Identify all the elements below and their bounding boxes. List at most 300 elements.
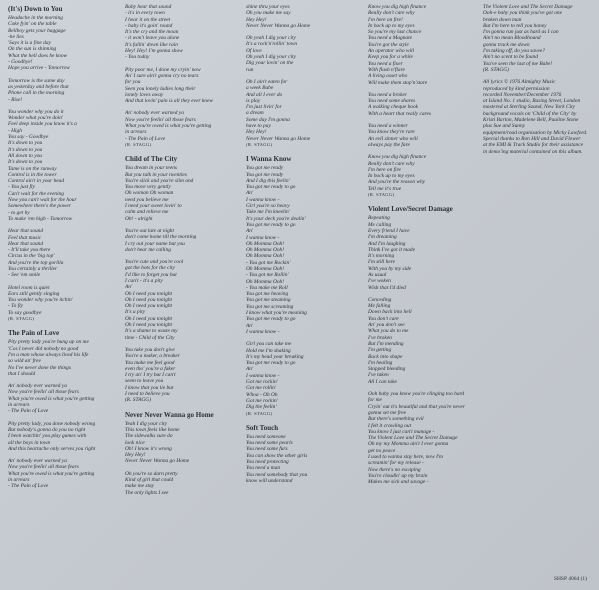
lyric-line: Wish that I'd died [368, 284, 406, 291]
lyric-line: Hope you arrive - Tomorrow [8, 65, 70, 72]
lyric-line: An' nobody ever warned ya [125, 110, 184, 117]
songwriter-credit: (R. STAGG) [125, 141, 152, 147]
lyric-line: make me stay [125, 483, 155, 490]
lyric-line: This town feels like home [125, 426, 180, 433]
lyric-stanza [368, 215, 480, 291]
lyric-line: You wonder why you do it [8, 108, 64, 115]
lyric-line: Oh I need you tonight [125, 322, 173, 329]
lyric-line: Of love [246, 47, 262, 54]
lyric-line: I'd like to forget you but [125, 271, 177, 278]
lyric-line: I cry out your name but you [125, 240, 185, 247]
lyric-line: Somewhere there's the power [8, 203, 71, 210]
lyric-line: Oh woman Oh woman [125, 190, 174, 197]
lyric-line: I know what you're meaning [246, 310, 307, 317]
lyric-line: I've woken [368, 278, 391, 285]
lyric-line: You need somebody that you [246, 471, 308, 478]
lyric-line: broken down man [483, 16, 522, 23]
lyric-line: Back into shape [368, 353, 403, 360]
lyric-line: What you're owed is what you're getting [8, 470, 95, 477]
lyric-line: What you're owed is what you're getting [8, 395, 95, 402]
credit-line: Special thanks to Ron Hill and David Flower [483, 135, 581, 142]
stanza-gap [246, 417, 358, 423]
credit-line: Kristi Barton, Madelene Bell, Pauline Stone [483, 117, 579, 124]
lyric-line: look nice [125, 439, 145, 446]
stanza-gap [368, 198, 480, 204]
lyric-line: You got me ready to go [246, 360, 296, 367]
lyric-line: A walking cheque book [368, 104, 419, 111]
lyric-line: I've taken [368, 372, 389, 379]
lyric-line: Hotel room is quiet [8, 284, 50, 291]
lyric-line: You take you don't give [125, 346, 175, 353]
lyric-line: And I'm laughing [368, 240, 406, 247]
lyric-line: I'm healing [368, 359, 393, 366]
lyric-line: - The Pain of Love [8, 408, 49, 415]
lyrics-column-4 [368, 4, 480, 485]
lyric-line: 'Cos I never did nobody no good [8, 345, 79, 352]
lyric-line: Take me I'm kneelin' [246, 209, 290, 216]
song-title: Child of The City [125, 155, 178, 164]
lyric-line: As usual [368, 271, 387, 278]
lyric-line: Oh Momma Ooh! [246, 265, 285, 272]
credit-line: recorded November/December 1976 [483, 91, 562, 98]
lyric-line: All down to you [8, 152, 42, 159]
stanza-gap [246, 148, 358, 154]
lyric-line: is play [246, 97, 261, 104]
lyric-line: You got me heaving [246, 291, 289, 298]
lyric-line: - The Pain of Love [125, 135, 166, 142]
lyric-line: Can't wait for the evening [8, 190, 64, 197]
lyric-line: So you're my last chance [368, 29, 422, 36]
credit-line: equipment/road organisation by Micky Lawford. [483, 129, 588, 136]
credit-line: plus Sue and Sunny [483, 123, 526, 130]
lyric-stanza [368, 297, 480, 385]
lyric-line: get no peace [368, 447, 396, 454]
lyric-line: I'm here on fire [368, 166, 401, 173]
lyric-line: An' you don't see [368, 322, 405, 329]
credit-line: in demo'ing material contained on this album. [483, 148, 583, 155]
lyric-line: You can show the other girls [246, 452, 308, 459]
lyric-line: - it won't leave you alone [125, 35, 180, 42]
lyric-line: - You got me Rollin' [246, 272, 289, 279]
lyric-stanza [8, 228, 120, 278]
lyric-line: know will understand [246, 477, 293, 484]
lyric-line: Tomorrow is the same day [8, 77, 65, 84]
lyric-line: Feel that music [8, 234, 42, 241]
lyric-line: An evil sinner who will [368, 135, 418, 142]
lyric-line: It's the cry and the moan [125, 29, 179, 36]
lyric-line: And that lovin' pain is all they ever knew [125, 98, 213, 105]
lyric-line: even tho' you're a faker [125, 365, 176, 372]
lyric-line: Cryin' out it's beautiful and that you're never [368, 403, 465, 410]
lyrics-column-3 [246, 4, 358, 484]
lyric-line: Now you can't wait for the hour [8, 197, 77, 204]
lyric-stanza [246, 4, 358, 29]
lyric-line: It's down to you [8, 140, 43, 147]
lyric-line: I've broken [368, 334, 392, 341]
lyric-line: Oh Momma Ooh! [246, 278, 285, 285]
lyric-line: as yesterday and before that [8, 83, 69, 90]
lyric-line: You need some furs [246, 446, 288, 453]
lyric-line: With a heart that really cares [368, 110, 431, 117]
lyric-line: for you [125, 79, 141, 86]
lyric-line: Think I've got it made [368, 246, 415, 253]
lyric-line: Never Never Wanna go Home [246, 22, 311, 29]
lyric-line: seem to leave you [125, 378, 164, 385]
lyric-stanza [368, 123, 480, 148]
lyric-line: Seen you lonely ladies long their [125, 85, 196, 92]
lyric-line: You need someone [246, 433, 286, 440]
lyric-line: An' [246, 322, 254, 329]
lyric-line: Oh! - alright [125, 215, 153, 222]
lyric-line: Pity pretty lady you're hung up on me [8, 339, 89, 346]
lyric-line: You certainly a thriller [8, 265, 58, 272]
lyric-line: You're slick and you're slim and [125, 177, 194, 184]
lyric-stanza [8, 458, 120, 489]
lyric-line: You got me ready to go [246, 221, 296, 228]
lyric-line: Wonder what you're doin' [8, 115, 64, 122]
lyric-stanza [8, 15, 120, 72]
lyric-stanza [125, 421, 237, 465]
lyric-line: I need to believe you [125, 391, 170, 398]
lyric-line: And you're the reason why [368, 179, 426, 186]
lyric-line: And I dig this feelin' [246, 177, 290, 184]
lyric-line: - The Pain of Love [8, 483, 49, 490]
lyric-line: An operator who will [368, 48, 414, 55]
lyric-line: The Violent Love and The Secret Damage [483, 4, 573, 10]
lyric-line: A living asset who [368, 73, 408, 80]
lyric-line: a week Babe [246, 85, 274, 92]
lyric-line: And all I ever do [246, 91, 283, 98]
lyric-line: Really don't care why [368, 160, 415, 167]
lyric-line: calm and relieve me [125, 209, 169, 216]
catalog-number: SHSP 4064 (1) [553, 576, 587, 582]
lyric-line: Tame is on the runway [8, 165, 57, 172]
lyric-line: Headache in the morning [8, 15, 63, 21]
lyric-line: Oh I ain't eaten for [246, 78, 288, 85]
lyric-line: Now you're feelin' all those fears [8, 464, 79, 471]
lyric-line: Oh I need you tonight [125, 290, 173, 297]
lyric-line: Some day I'm gonna [246, 116, 290, 123]
lyric-line: Now there's no escaping [368, 466, 421, 473]
lyric-line: You're got the style [368, 41, 409, 48]
lyric-line: - To fly [8, 303, 24, 310]
lyric-line: in arrears [125, 129, 147, 136]
lyric-line: You got me ready [246, 171, 284, 178]
lyric-line: Ooh baby you know you're clinging too hard [368, 391, 465, 398]
lyric-line: Girl you can take me [246, 341, 292, 348]
lyric-line: It's morning [368, 253, 395, 260]
lyric-line: Never Never Wanna go Home [246, 135, 311, 142]
credit-line: reproduced by kind permission [483, 85, 550, 92]
lyric-line: I'm still here [368, 259, 396, 266]
lyric-line: You need a Magnate [368, 35, 412, 42]
lyric-line: In hock up to my eyes [368, 22, 415, 29]
lyric-line: Every friend I have [368, 227, 410, 234]
lyric-stanza [368, 4, 480, 86]
lyric-line: Ears still gently singing [8, 290, 60, 297]
lyric-stanza [246, 35, 358, 73]
stanza-gap [125, 148, 237, 154]
lyric-line: I used to wanna stay here, now I'm [368, 454, 443, 460]
lyric-line: Ain't no scent to be found [483, 54, 538, 61]
lyric-line: Bellboy gets your baggage [8, 27, 66, 34]
lyric-line: It's a pity [125, 309, 146, 316]
lyric-line: You've seen the last of me Babe! [483, 60, 553, 67]
credit-line: at the EMI & Track Studio for their assistance [483, 142, 584, 149]
lyric-line: don't come home till the morning [125, 234, 197, 241]
lyric-line: You wonder why you're itchin' [8, 297, 73, 304]
lyric-line: Now you're feelin' all those fears [8, 389, 79, 396]
lyric-line: Circus in the 'big top' [8, 253, 55, 260]
lyric-line: What you do to me [368, 328, 409, 335]
lyric-line: You got me steaming [246, 297, 291, 304]
lyric-line: Pity poor me, I done my cryin' now [125, 66, 201, 73]
lyric-stanza [246, 434, 358, 484]
lyric-stanza [125, 67, 237, 105]
lyric-stanza [8, 285, 120, 316]
lyric-line: Know you dig high finance [368, 4, 427, 10]
lyric-line: -he lies [8, 33, 24, 40]
lyric-line: lonely loves away [125, 91, 164, 98]
lyric-stanza [125, 110, 237, 141]
lyric-line: always pay the fare [368, 141, 410, 148]
lyric-line: don't hear me calling [125, 246, 171, 253]
lyric-line: - See 'em smile [8, 272, 41, 279]
lyric-line: I'm getting [368, 347, 392, 354]
lyric-line: - It'll take you there [8, 247, 51, 254]
lyric-line: Oh! I know it's wrong [125, 445, 172, 452]
lyric-line: Feel deep inside you know it's a [8, 121, 77, 128]
lyric-line: have to pay [246, 123, 271, 130]
lyric-line: The Violent Love and The Secret Damage [368, 435, 458, 442]
lyric-line: You dream in your teens [125, 165, 178, 172]
lyric-line: Me calling [368, 221, 392, 228]
lyric-line: I felt it crawling out [368, 422, 412, 429]
lyric-line: It's your deck you're dealin' [246, 215, 306, 222]
lyric-line: I'm dreaming [368, 234, 397, 241]
lyric-stanza [368, 154, 480, 192]
credit-line: at Island No. 1 studio, Basing Street, London [483, 98, 581, 105]
lyric-stanza [125, 228, 237, 253]
lyric-line: Dig the feelin' [246, 404, 277, 411]
lyric-line: You got me ready to go [246, 316, 296, 323]
lyric-line: On the sun is shinning [8, 46, 57, 53]
lyric-line: - Rise! [8, 96, 23, 103]
lyric-line: I need your sweet lovin' to [125, 203, 182, 210]
lyric-line: You got me screaming [246, 303, 294, 310]
lyric-line: An' nobody ever warned ya [8, 458, 67, 465]
lyric-line: You don't care [368, 315, 399, 322]
lyric-line: got the hots for the city [125, 265, 175, 272]
lyric-line: And this heartache only serves you right [8, 445, 96, 452]
lyric-line: Kind of girl that could [125, 477, 174, 483]
lyric-line: With flash n'flare [368, 66, 405, 73]
lyric-line: It's my head your breaking [246, 353, 304, 360]
lyric-line: I wanna know - [246, 372, 280, 379]
lyric-line: I'm a man whose always lived his life [8, 351, 89, 358]
lyric-line: Makes me sick and savage - [368, 479, 429, 486]
lyric-line: shine thru your eyes [246, 4, 290, 10]
lyric-line: (R. STAGG) [483, 66, 509, 73]
lyric-line: Never Never Wanna go Home [125, 458, 190, 465]
lyric-line: You need some shares [368, 98, 416, 105]
lyric-line: An' I sure ain't gonna cry no tears [125, 72, 199, 79]
lyric-line: screamin' for my release - [368, 460, 424, 467]
lyric-line: Stopped bleeding [368, 366, 406, 373]
lyric-line: To say goodbye [8, 309, 42, 316]
lyric-line: You need a man [246, 465, 281, 472]
lyric-stanza [8, 383, 120, 414]
lyric-line: In hock up to my eyes [368, 173, 415, 180]
songwriter-credit: (R. STAGG) [8, 316, 35, 322]
lyric-line: But I'm mending [368, 340, 404, 347]
lyric-line: 'Says it is a fine day [8, 40, 51, 47]
lyric-line: You need a broker [368, 91, 407, 98]
song-title: I Wanna Know [246, 155, 292, 164]
album-credits [483, 79, 593, 155]
lyric-line: No I've never done the things [8, 364, 71, 371]
lyric-line: I'm here on fire! [368, 16, 403, 23]
lyric-line: You're cute and you're cool [125, 259, 184, 266]
lyric-stanza [125, 165, 237, 222]
credit-line: All lyrics © 1976 Almighty Music [483, 79, 556, 86]
lyric-line: Ooh-e baby you think you've got one [483, 10, 562, 17]
lyric-line: Oh I need you tonight [125, 296, 173, 303]
lyric-line: I'm just livin' for [246, 104, 282, 111]
lyric-line: You move very gently [125, 184, 171, 191]
lyric-line: need you believe me [125, 196, 169, 203]
lyric-line: Oh my my Momma ain't I ever gonna [368, 441, 449, 448]
lyric-line: You make me feel good [125, 359, 175, 366]
lyric-line: Oh Momma Ooh! [246, 240, 285, 247]
lyric-line: You say - Goodbye [8, 134, 49, 141]
songwriter-credit: (R. STAGG) [368, 192, 395, 198]
lyric-line: Will make them stop'n'stare [368, 79, 428, 86]
song-title: Violent Love/Secret Damage [368, 205, 453, 214]
lyric-line: Whoa - Oh Oh [246, 391, 278, 398]
lyric-line: that I should [8, 370, 36, 377]
lyric-line: An' [125, 284, 133, 291]
lyric-line: You need protecting [246, 459, 289, 465]
lyric-line: Baby hear that sound [125, 4, 172, 10]
lyric-line: You got me ready to go [246, 184, 296, 191]
lyric-line: And you're the top gorilla [8, 259, 64, 266]
lyric-line: To make 'em high - Tomorrow [8, 215, 73, 222]
lyric-line: You're a maker, a breaker [125, 353, 180, 360]
lyric-line: Repeating [368, 215, 390, 222]
credit-line: mastered at Sterling Sound, New York City [483, 104, 575, 111]
lyric-line: With you by my side [368, 265, 412, 272]
lyric-line: run [246, 66, 254, 73]
lyric-line: in arrears [8, 402, 30, 409]
lyric-line: Oh I need you tonight [125, 315, 173, 322]
lyric-line: But you talk in your twenties [125, 171, 187, 178]
lyric-line: I been watchin' you play games with [8, 433, 87, 440]
lyric-stanza [246, 165, 358, 335]
song-title: Soft Touch [246, 423, 279, 432]
lyric-line: Hey Hey! [125, 452, 146, 459]
lyric-line: I try an' I try but I can't [125, 372, 176, 379]
lyric-line: I know that you lie but [125, 384, 174, 391]
lyric-line: I'm gonna run just as hard as I can [483, 29, 559, 36]
lyric-line: all the boys in town [8, 439, 51, 446]
lyric-line: Got me rockin' [246, 397, 278, 404]
lyric-line: Oh yeah I dig your city [246, 54, 296, 61]
song-title: (It's) Down to You [8, 5, 63, 13]
lyric-line: Girl you're so heavy [246, 203, 290, 210]
stanza-gap [125, 404, 237, 410]
lyric-line: Hey Hey! [246, 129, 267, 136]
lyric-line: But nobody's gonna do you no right [8, 426, 86, 433]
lyric-line: What you're owed is what you're getting [125, 123, 212, 130]
lyric-line: You're out late at night [125, 227, 174, 234]
lyric-line: I hear it on the street [125, 16, 171, 23]
lyric-line: Hey Hey! [246, 16, 267, 23]
lyric-line: Conceding [368, 296, 392, 303]
lyric-stanza [8, 78, 120, 103]
lyric-line: An' [246, 190, 254, 197]
lyric-line: Control ain't in your head [8, 178, 65, 185]
lyric-line: Hold me I'm shaking [246, 347, 291, 354]
song-title: Never Never Wanna go Home [125, 410, 214, 419]
lyric-line: Got me rockin' [246, 379, 278, 386]
lyric-line: You need some pearls [246, 440, 293, 447]
lyric-line: Know you dig high finance [368, 154, 427, 161]
lyric-line: - You just fly [8, 184, 35, 191]
lyric-line: An' [246, 366, 254, 373]
lyric-line: The sidewalks sure do [125, 433, 173, 440]
lyric-line: Ain't no mean Bloodhound [483, 35, 541, 42]
lyric-stanza [483, 4, 593, 73]
lyric-line: All I can take [368, 378, 397, 385]
lyric-line: Me falling [368, 303, 391, 310]
lyric-line: (R. STAGG) [125, 397, 151, 404]
lyric-line: I can't - it's a pity [125, 277, 163, 284]
lyric-stanza [246, 341, 358, 410]
lyric-line: Hear that sound [8, 228, 44, 235]
lyric-line: You're cloudin' up my brain [368, 472, 428, 479]
lyric-line: Tell me it's true [368, 185, 402, 192]
lyrics-column-5 [483, 4, 593, 155]
lyric-stanza [8, 109, 120, 222]
lyric-line: It's down to you [8, 159, 43, 166]
lyric-line: But I'm here to tell you honey [483, 22, 547, 29]
lyric-line: An' nobody ever warned ya [8, 383, 67, 390]
lyric-line: gonna track me down [483, 41, 530, 48]
lyric-line: I wanna know - [246, 234, 280, 241]
lyric-line: It's down to you [8, 146, 43, 153]
lyric-line: You know they're rare [368, 129, 415, 136]
lyric-stanza [125, 471, 237, 496]
lyric-line: Oh Momma Ooh! [246, 247, 285, 254]
lyrics-column-1 [8, 4, 120, 490]
lyric-line: The only lights I see [125, 489, 169, 496]
lyric-stanza [125, 347, 237, 404]
lyrics-column-2 [125, 4, 237, 496]
lyric-line: - it's in every town [125, 10, 165, 17]
lyric-line: It's a shame to waste my [125, 328, 178, 335]
lyric-line: for me [368, 397, 382, 404]
lyric-line: Got me rollin' [246, 385, 277, 392]
lyric-line: - You today [125, 54, 150, 61]
lyric-line: You need a winner [368, 123, 408, 130]
lyric-line: You need a fixer [368, 60, 403, 67]
lyric-line: Coke fyin' on the table [8, 21, 57, 28]
lyric-line: - baby it's goin' round [125, 22, 173, 29]
lyric-line: - to get by [8, 209, 30, 216]
lyric-line: Pity pretty lady, you done nobody wrong [8, 420, 96, 427]
lyric-line: What the hell does he know [8, 52, 68, 59]
